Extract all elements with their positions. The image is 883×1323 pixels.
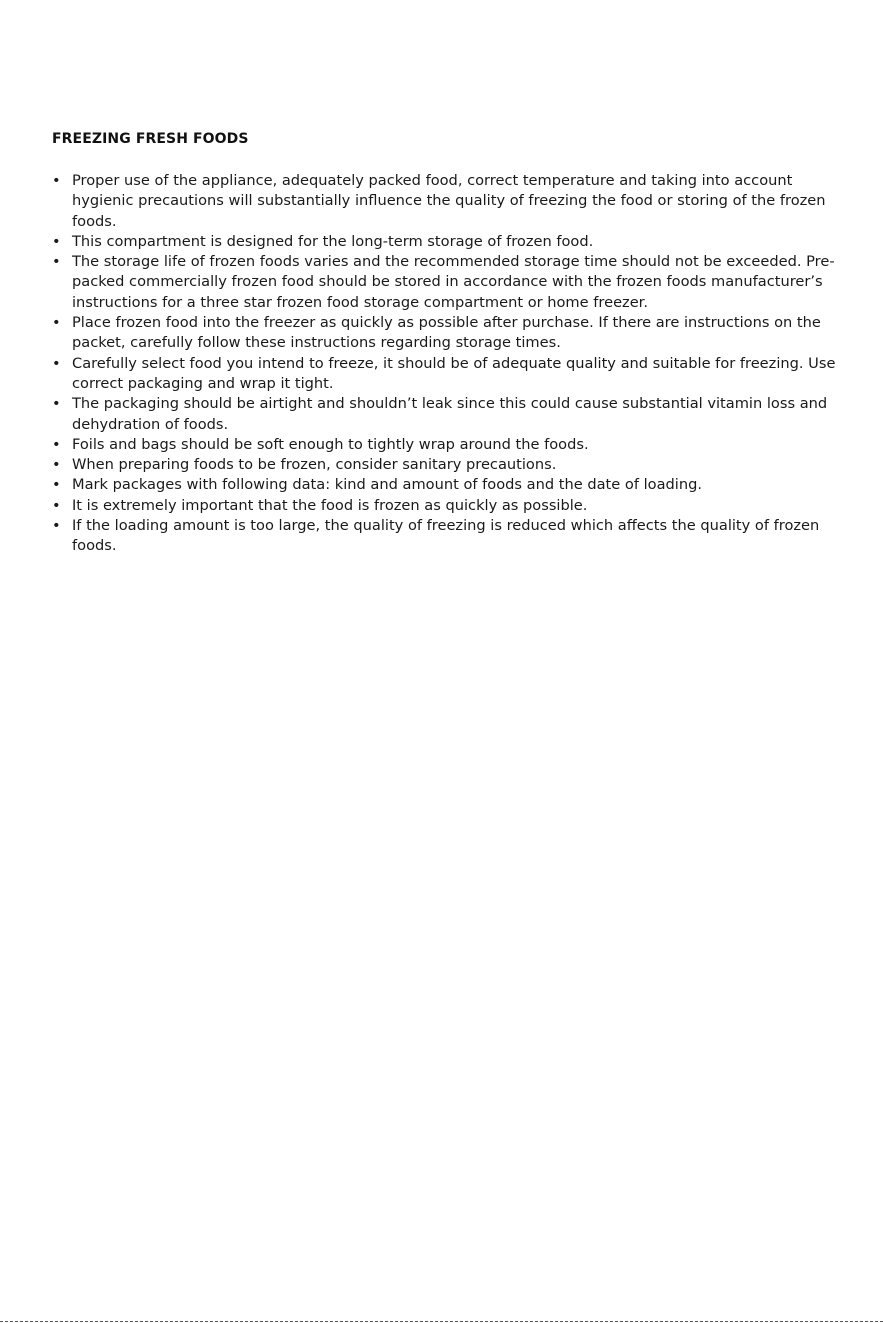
bullet-icon: •	[52, 395, 61, 413]
list-item-text: Foils and bags should be soft enough to tightly wrap around the foods.	[72, 435, 589, 453]
bullet-icon: •	[52, 496, 61, 514]
list-item-text: Carefully select food you intend to freeze, it should be of adequate quality and suitable for freezing. Use correct packaging and wrap it tight.	[72, 354, 836, 392]
bullet-icon: •	[52, 253, 61, 271]
list-item-text: When preparing foods to be frozen, consider sanitary precautions.	[72, 456, 557, 474]
list-item-text: The packaging should be airtight and shouldn’t leak since this could cause substantial vitamin loss and dehydration of foods.	[72, 395, 828, 433]
list-item-text: It is extremely important that the food is frozen as quickly as possible.	[72, 496, 588, 514]
bullet-icon: •	[52, 476, 61, 494]
bullet-icon: •	[52, 172, 61, 189]
bullet-icon: •	[52, 517, 61, 535]
bullet-list	[52, 171, 842, 557]
section-title: FREEZING FRESH FOODS	[52, 131, 249, 147]
list-item	[52, 496, 842, 516]
bullet-icon: •	[52, 435, 61, 453]
bullet-icon: •	[52, 354, 61, 372]
list-item-text: The storage life of frozen foods varies and the recommended storage time should not be exceeded. Pre-packed commercially frozen food should be stored in accordance with the frozen foods manufacturer’s instructions for a three star frozen food storage compartment or home freezer.	[72, 253, 835, 311]
list-item	[52, 171, 842, 232]
bullet-icon: •	[52, 314, 61, 332]
list-item	[52, 516, 842, 557]
list-item	[52, 455, 842, 475]
list-item	[52, 313, 842, 354]
list-item	[52, 232, 842, 252]
bullet-icon: •	[52, 456, 61, 474]
page-bottom-divider	[0, 1321, 883, 1322]
list-item-text: If the loading amount is too large, the quality of freezing is reduced which affects the quality of frozen foods.	[72, 517, 820, 555]
list-item	[52, 435, 842, 455]
list-item	[52, 475, 842, 495]
list-item-text: Mark packages with following data: kind and amount of foods and the date of loading.	[72, 476, 702, 494]
list-item-text: Place frozen food into the freezer as quickly as possible after purchase. If there are instructions on the packet, carefully follow these instructions regarding storage times.	[72, 314, 821, 352]
bullet-icon: •	[52, 232, 61, 250]
list-item	[52, 394, 842, 435]
list-item-text: This compartment is designed for the long-term storage of frozen food.	[72, 232, 594, 250]
list-item-text: Proper use of the appliance, adequately packed food, correct temperature and taking into account hygienic precautions will substantially influence the quality of freezing the food or storing of the frozen foods.	[72, 172, 826, 230]
list-item	[52, 354, 842, 395]
list-item	[52, 252, 842, 313]
